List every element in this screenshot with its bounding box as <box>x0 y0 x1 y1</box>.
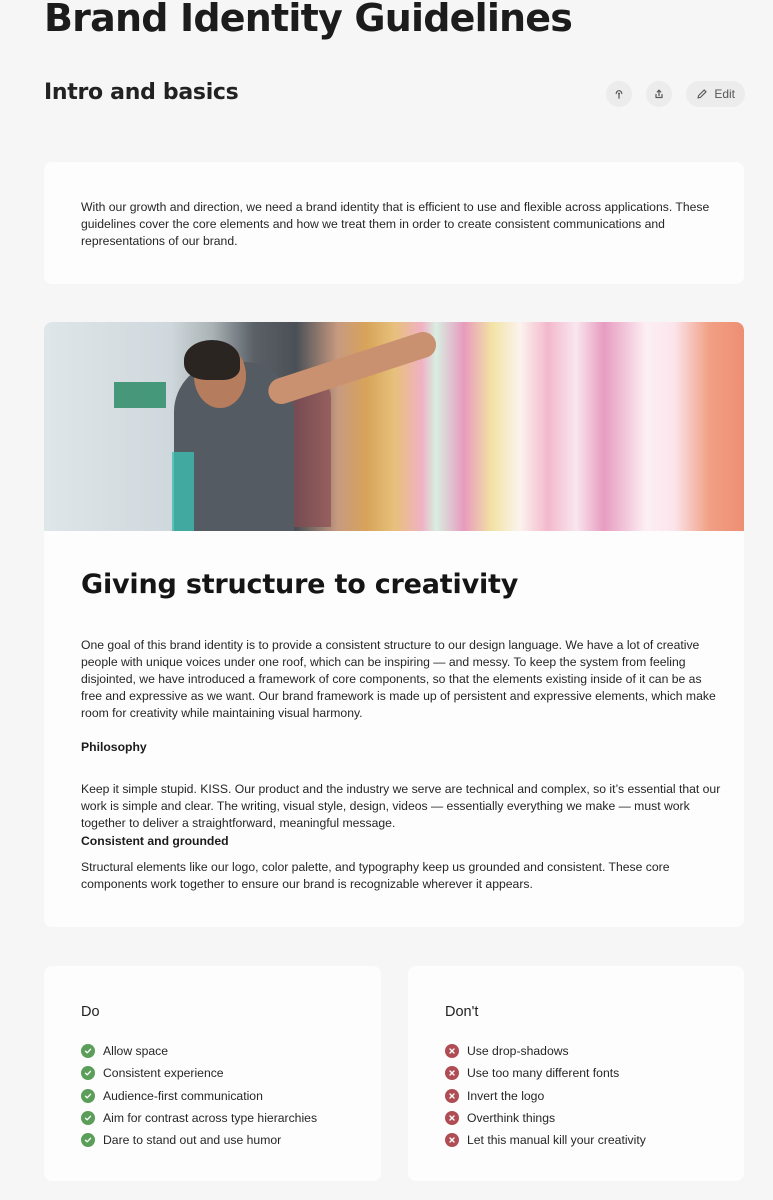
hero-person-hair <box>184 340 240 380</box>
do-item <box>81 1085 317 1107</box>
dont-item-label: Use too many different fonts <box>467 1066 620 1081</box>
check-circle-icon <box>81 1111 95 1125</box>
do-item <box>81 1040 317 1062</box>
hero-person-arm <box>265 329 439 408</box>
section-toolbar <box>606 81 745 107</box>
consistent-text: Structural elements like our logo, color palette, and typography keep us grounded and consistent. These core components work together to ensure our brand is recognizable wherever it appears. <box>81 860 670 891</box>
check-circle-icon <box>81 1133 95 1147</box>
do-list <box>81 1040 317 1151</box>
do-item-label: Allow space <box>103 1044 169 1059</box>
philosophy-heading: Philosophy <box>81 740 147 754</box>
consistent-heading: Consistent and grounded <box>81 834 229 848</box>
do-item-label: Aim for contrast across type hierarchies <box>103 1111 318 1126</box>
dont-item-label: Overthink things <box>467 1111 556 1126</box>
pencil-icon <box>696 88 708 100</box>
content-card <box>44 322 744 927</box>
do-item-label: Consistent experience <box>103 1066 224 1081</box>
dont-item <box>445 1107 646 1129</box>
do-item <box>81 1129 317 1151</box>
dont-card <box>408 966 744 1181</box>
intro-card <box>44 162 744 284</box>
share-icon <box>653 88 665 100</box>
edit-label: Edit <box>714 87 735 101</box>
dont-item <box>445 1129 646 1151</box>
dont-item-label: Invert the logo <box>467 1088 545 1103</box>
do-item-label: Audience-first communication <box>103 1088 263 1103</box>
philosophy-text: Keep it simple stupid. KISS. Our product and the industry we serve are technical and complex, so it’s essential that our work is simple and clear. The writing, visual style, design, videos — essentially everything we make — must work together to deliver a straightforward, meaningful message. <box>81 782 721 830</box>
hero-shirt-print <box>172 452 194 531</box>
section-title: Intro and basics <box>44 80 239 105</box>
x-circle-icon <box>445 1066 459 1080</box>
dont-item <box>445 1085 646 1107</box>
check-circle-icon <box>81 1089 95 1103</box>
edit-button[interactable] <box>686 81 745 107</box>
do-title: Do <box>81 1004 100 1020</box>
dont-item <box>445 1062 646 1084</box>
x-circle-icon <box>445 1133 459 1147</box>
intro-text: With our growth and direction, we need a brand identity that is efficient to use and flexible across applications. These guidelines cover the core elements and how we treat them in order to create consistent communications and representations of our brand. <box>81 200 710 248</box>
page-title: Brand Identity Guidelines <box>44 0 573 40</box>
do-item <box>81 1062 317 1084</box>
do-item-label: Dare to stand out and use humor <box>103 1133 282 1148</box>
check-circle-icon <box>81 1066 95 1080</box>
check-circle-icon <box>81 1044 95 1058</box>
content-heading: Giving structure to creativity <box>81 569 519 600</box>
hero-street-sign <box>114 382 166 408</box>
x-circle-icon <box>445 1111 459 1125</box>
x-circle-icon <box>445 1044 459 1058</box>
dont-title: Don't <box>445 1004 479 1020</box>
dont-item <box>445 1040 646 1062</box>
do-card <box>44 966 381 1181</box>
content-paragraph: One goal of this brand identity is to provide a consistent structure to our design language. We have a lot of creative people with unique voices under one roof, which can be inspiring — and messy. To keep the system from feeling disjointed, we have introduced a framework of core components, so that the elements existing inside of it can be as free and expressive as we want. Our brand framework is made up of persistent and expressive elements, which make room for creativity while maintaining visual harmony. <box>81 638 716 720</box>
broadcast-icon <box>613 88 625 100</box>
dont-item-label: Use drop-shadows <box>467 1044 569 1059</box>
do-item <box>81 1107 317 1129</box>
broadcast-button[interactable] <box>606 81 632 107</box>
share-button[interactable] <box>646 81 672 107</box>
x-circle-icon <box>445 1089 459 1103</box>
dont-list <box>445 1040 646 1151</box>
dont-item-label: Let this manual kill your creativity <box>467 1133 646 1148</box>
hero-image <box>44 322 744 531</box>
